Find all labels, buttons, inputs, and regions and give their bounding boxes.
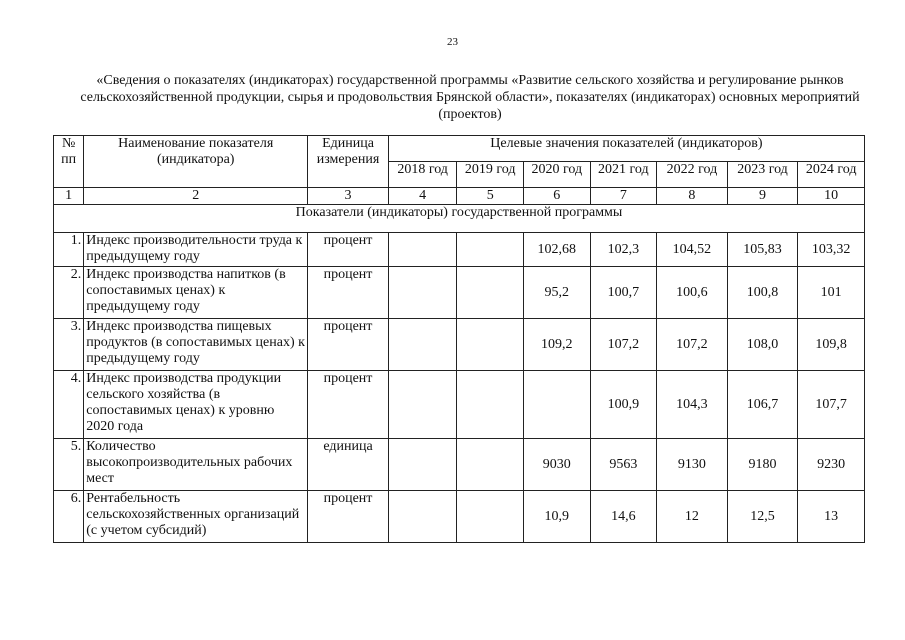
value-cell: 100,7 xyxy=(590,267,657,319)
column-index: 2 xyxy=(84,188,308,205)
column-index: 8 xyxy=(657,188,728,205)
value-cell: 105,83 xyxy=(727,233,798,267)
column-index: 9 xyxy=(727,188,798,205)
value-cell: 104,52 xyxy=(657,233,728,267)
header-year: 2022 год xyxy=(657,162,728,188)
header-targets: Целевые значения показателей (индикаторов) xyxy=(388,136,864,162)
value-cell xyxy=(457,319,524,371)
value-cell: 109,2 xyxy=(523,319,590,371)
value-cell xyxy=(388,267,457,319)
value-cell xyxy=(457,233,524,267)
value-cell: 95,2 xyxy=(523,267,590,319)
page-number: 23 xyxy=(447,36,458,48)
value-cell xyxy=(388,491,457,543)
unit-cell: процент xyxy=(308,491,389,543)
unit-cell: процент xyxy=(308,233,389,267)
header-year: 2023 год xyxy=(727,162,798,188)
indicator-name: Рентабельность сельскохозяйственных организаций (с учетом субсидий) xyxy=(84,491,308,543)
column-index: 10 xyxy=(798,188,865,205)
indicator-name: Индекс производства продукции сельского хозяйства (в сопоставимых ценах) к уровню 2020 года xyxy=(84,371,308,439)
unit-cell: единица xyxy=(308,439,389,491)
unit-cell: процент xyxy=(308,371,389,439)
value-cell: 10,9 xyxy=(523,491,590,543)
column-index: 4 xyxy=(388,188,457,205)
value-cell: 100,6 xyxy=(657,267,728,319)
unit-cell: процент xyxy=(308,319,389,371)
row-number: 2. xyxy=(54,267,84,319)
table-row xyxy=(54,439,865,491)
header-num: № пп xyxy=(54,136,84,188)
value-cell: 9030 xyxy=(523,439,590,491)
unit-cell: процент xyxy=(308,267,389,319)
value-cell: 101 xyxy=(798,267,865,319)
header-year: 2024 год xyxy=(798,162,865,188)
row-number: 3. xyxy=(54,319,84,371)
row-number: 4. xyxy=(54,371,84,439)
value-cell: 13 xyxy=(798,491,865,543)
value-cell: 100,9 xyxy=(590,371,657,439)
value-cell: 9563 xyxy=(590,439,657,491)
value-cell: 102,3 xyxy=(590,233,657,267)
table-row xyxy=(54,491,865,543)
column-index: 5 xyxy=(457,188,524,205)
row-number: 5. xyxy=(54,439,84,491)
value-cell: 106,7 xyxy=(727,371,798,439)
header-year: 2020 год xyxy=(523,162,590,188)
row-number: 1. xyxy=(54,233,84,267)
table-row xyxy=(54,267,865,319)
value-cell xyxy=(388,371,457,439)
value-cell: 9230 xyxy=(798,439,865,491)
row-number: 6. xyxy=(54,491,84,543)
value-cell: 12 xyxy=(657,491,728,543)
column-index: 1 xyxy=(54,188,84,205)
header-name: Наименование показателя (индикатора) xyxy=(84,136,308,188)
value-cell xyxy=(388,439,457,491)
value-cell: 100,8 xyxy=(727,267,798,319)
table-row xyxy=(54,233,865,267)
value-cell: 108,0 xyxy=(727,319,798,371)
value-cell: 107,2 xyxy=(590,319,657,371)
value-cell xyxy=(457,371,524,439)
header-year: 2019 год xyxy=(457,162,524,188)
value-cell xyxy=(457,267,524,319)
value-cell: 104,3 xyxy=(657,371,728,439)
header-year: 2018 год xyxy=(388,162,457,188)
value-cell: 12,5 xyxy=(727,491,798,543)
value-cell xyxy=(388,319,457,371)
value-cell: 103,32 xyxy=(798,233,865,267)
indicators-table xyxy=(53,135,865,543)
value-cell: 9130 xyxy=(657,439,728,491)
indicator-name: Индекс производительности труда к предыдущему году xyxy=(84,233,308,267)
header-unit: Единица измерения xyxy=(308,136,389,188)
table-row xyxy=(54,319,865,371)
header-year: 2021 год xyxy=(590,162,657,188)
value-cell: 14,6 xyxy=(590,491,657,543)
document-title: «Сведения о показателях (индикаторах) государственной программы «Развитие сельского хозяйства и регулирование рынков сельскохозяйственной продукции, сырья и продовольствия Брянской области», показателях (индикаторах) основных мероприятий (проектов) xyxy=(80,73,860,122)
value-cell: 107,7 xyxy=(798,371,865,439)
indicator-name: Количество высокопроизводительных рабочих мест xyxy=(84,439,308,491)
value-cell: 9180 xyxy=(727,439,798,491)
value-cell xyxy=(457,439,524,491)
value-cell: 107,2 xyxy=(657,319,728,371)
value-cell: 109,8 xyxy=(798,319,865,371)
table-row xyxy=(54,371,865,439)
column-index: 3 xyxy=(308,188,389,205)
section-title: Показатели (индикаторы) государственной программы xyxy=(54,205,865,233)
value-cell: 102,68 xyxy=(523,233,590,267)
value-cell xyxy=(388,233,457,267)
column-index: 6 xyxy=(523,188,590,205)
value-cell xyxy=(523,371,590,439)
value-cell xyxy=(457,491,524,543)
indicator-name: Индекс производства напитков (в сопоставимых ценах) к предыдущему году xyxy=(84,267,308,319)
column-index: 7 xyxy=(590,188,657,205)
indicator-name: Индекс производства пищевых продуктов (в сопоставимых ценах) к предыдущему году xyxy=(84,319,308,371)
